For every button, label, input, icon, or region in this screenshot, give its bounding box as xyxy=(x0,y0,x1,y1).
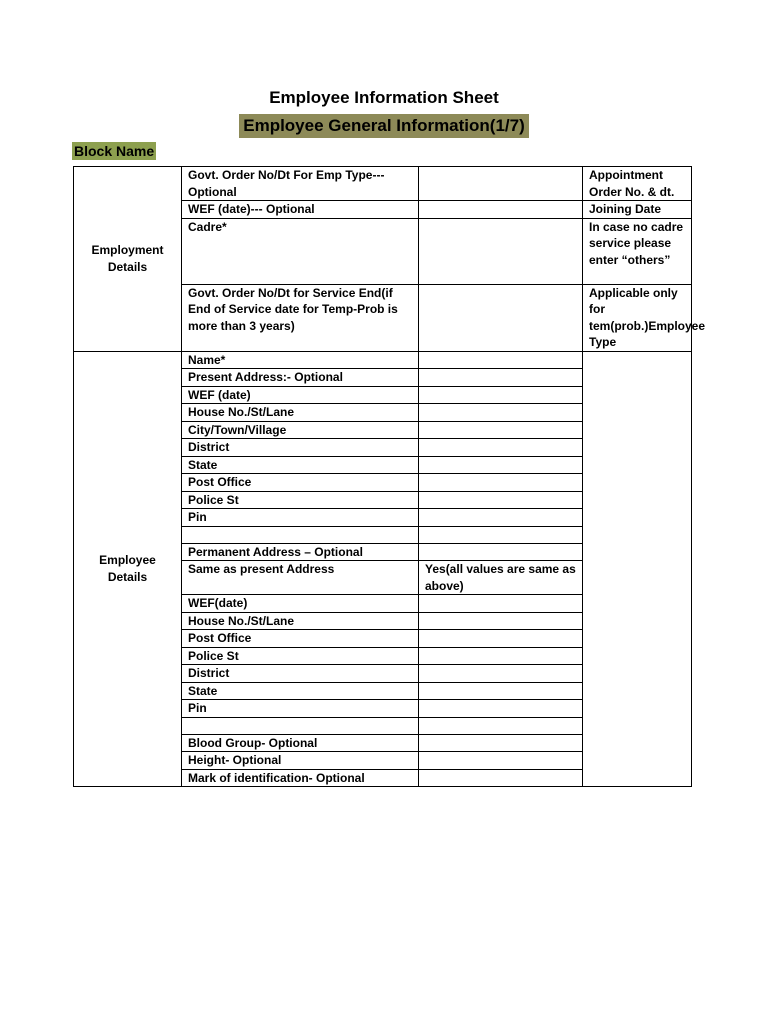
table-row xyxy=(74,351,692,369)
field-label xyxy=(182,717,419,734)
field-note: In case no cadre service please enter “others” xyxy=(583,218,692,284)
field-value[interactable] xyxy=(419,167,583,201)
field-value[interactable] xyxy=(419,630,583,648)
field-value[interactable] xyxy=(419,752,583,770)
field-label: Mark of identification- Optional xyxy=(182,769,419,787)
field-label xyxy=(182,526,419,543)
field-label: City/Town/Village xyxy=(182,421,419,439)
field-value[interactable] xyxy=(419,439,583,457)
field-label: District xyxy=(182,439,419,457)
field-note: Applicable only for tem(prob.)Employee Type xyxy=(583,284,692,351)
field-value[interactable] xyxy=(419,386,583,404)
field-value[interactable]: Yes(all values are same as above) xyxy=(419,561,583,595)
field-value[interactable] xyxy=(419,456,583,474)
field-label: Police St xyxy=(182,491,419,509)
field-label: Post Office xyxy=(182,474,419,492)
employment-details-section: Employment Details xyxy=(74,167,182,352)
field-value[interactable] xyxy=(419,474,583,492)
field-label: WEF (date) xyxy=(182,386,419,404)
field-value[interactable] xyxy=(419,543,583,561)
field-value[interactable] xyxy=(419,491,583,509)
field-value[interactable] xyxy=(419,369,583,387)
field-value[interactable] xyxy=(419,647,583,665)
field-label: State xyxy=(182,682,419,700)
field-label: Pin xyxy=(182,700,419,718)
field-label: Cadre* xyxy=(182,218,419,284)
field-label: House No./St/Lane xyxy=(182,404,419,422)
field-value[interactable] xyxy=(419,612,583,630)
field-label: WEF(date) xyxy=(182,595,419,613)
field-label: Name* xyxy=(182,351,419,369)
field-label: Present Address:- Optional xyxy=(182,369,419,387)
sheet-subtitle: Employee General Information(1/7) xyxy=(239,114,529,138)
field-note: Joining Date xyxy=(583,201,692,219)
field-value[interactable] xyxy=(419,682,583,700)
field-value[interactable] xyxy=(419,717,583,734)
field-value[interactable] xyxy=(419,351,583,369)
subtitle-wrap xyxy=(0,114,768,138)
field-label: State xyxy=(182,456,419,474)
field-label: Same as present Address xyxy=(182,561,419,595)
field-label: House No./St/Lane xyxy=(182,612,419,630)
field-label: Permanent Address – Optional xyxy=(182,543,419,561)
field-value[interactable] xyxy=(419,218,583,284)
field-label: Blood Group- Optional xyxy=(182,734,419,752)
field-note: Appointment Order No. & dt. xyxy=(583,167,692,201)
table-row xyxy=(74,167,692,201)
field-value[interactable] xyxy=(419,509,583,527)
employee-details-section: Employee Details xyxy=(74,351,182,787)
employee-details-body xyxy=(74,351,692,787)
sheet-title: Employee Information Sheet xyxy=(269,88,499,107)
field-value[interactable] xyxy=(419,526,583,543)
field-value[interactable] xyxy=(419,665,583,683)
field-label: District xyxy=(182,665,419,683)
field-value[interactable] xyxy=(419,284,583,351)
field-label: Police St xyxy=(182,647,419,665)
field-value[interactable] xyxy=(419,769,583,787)
field-label: Govt. Order No/Dt For Emp Type--- Optional xyxy=(182,167,419,201)
field-value[interactable] xyxy=(419,700,583,718)
field-value[interactable] xyxy=(419,404,583,422)
field-label: Post Office xyxy=(182,630,419,648)
field-label: WEF (date)--- Optional xyxy=(182,201,419,219)
notes-column-empty xyxy=(583,351,692,787)
field-label: Govt. Order No/Dt for Service End(if End of Service date for Temp-Prob is more than 3 years) xyxy=(182,284,419,351)
field-label: Pin xyxy=(182,509,419,527)
field-label: Height- Optional xyxy=(182,752,419,770)
block-name-label: Block Name xyxy=(74,143,155,159)
field-value[interactable] xyxy=(419,421,583,439)
field-value[interactable] xyxy=(419,734,583,752)
employee-info-table xyxy=(73,166,706,787)
field-value[interactable] xyxy=(419,201,583,219)
field-value[interactable] xyxy=(419,595,583,613)
